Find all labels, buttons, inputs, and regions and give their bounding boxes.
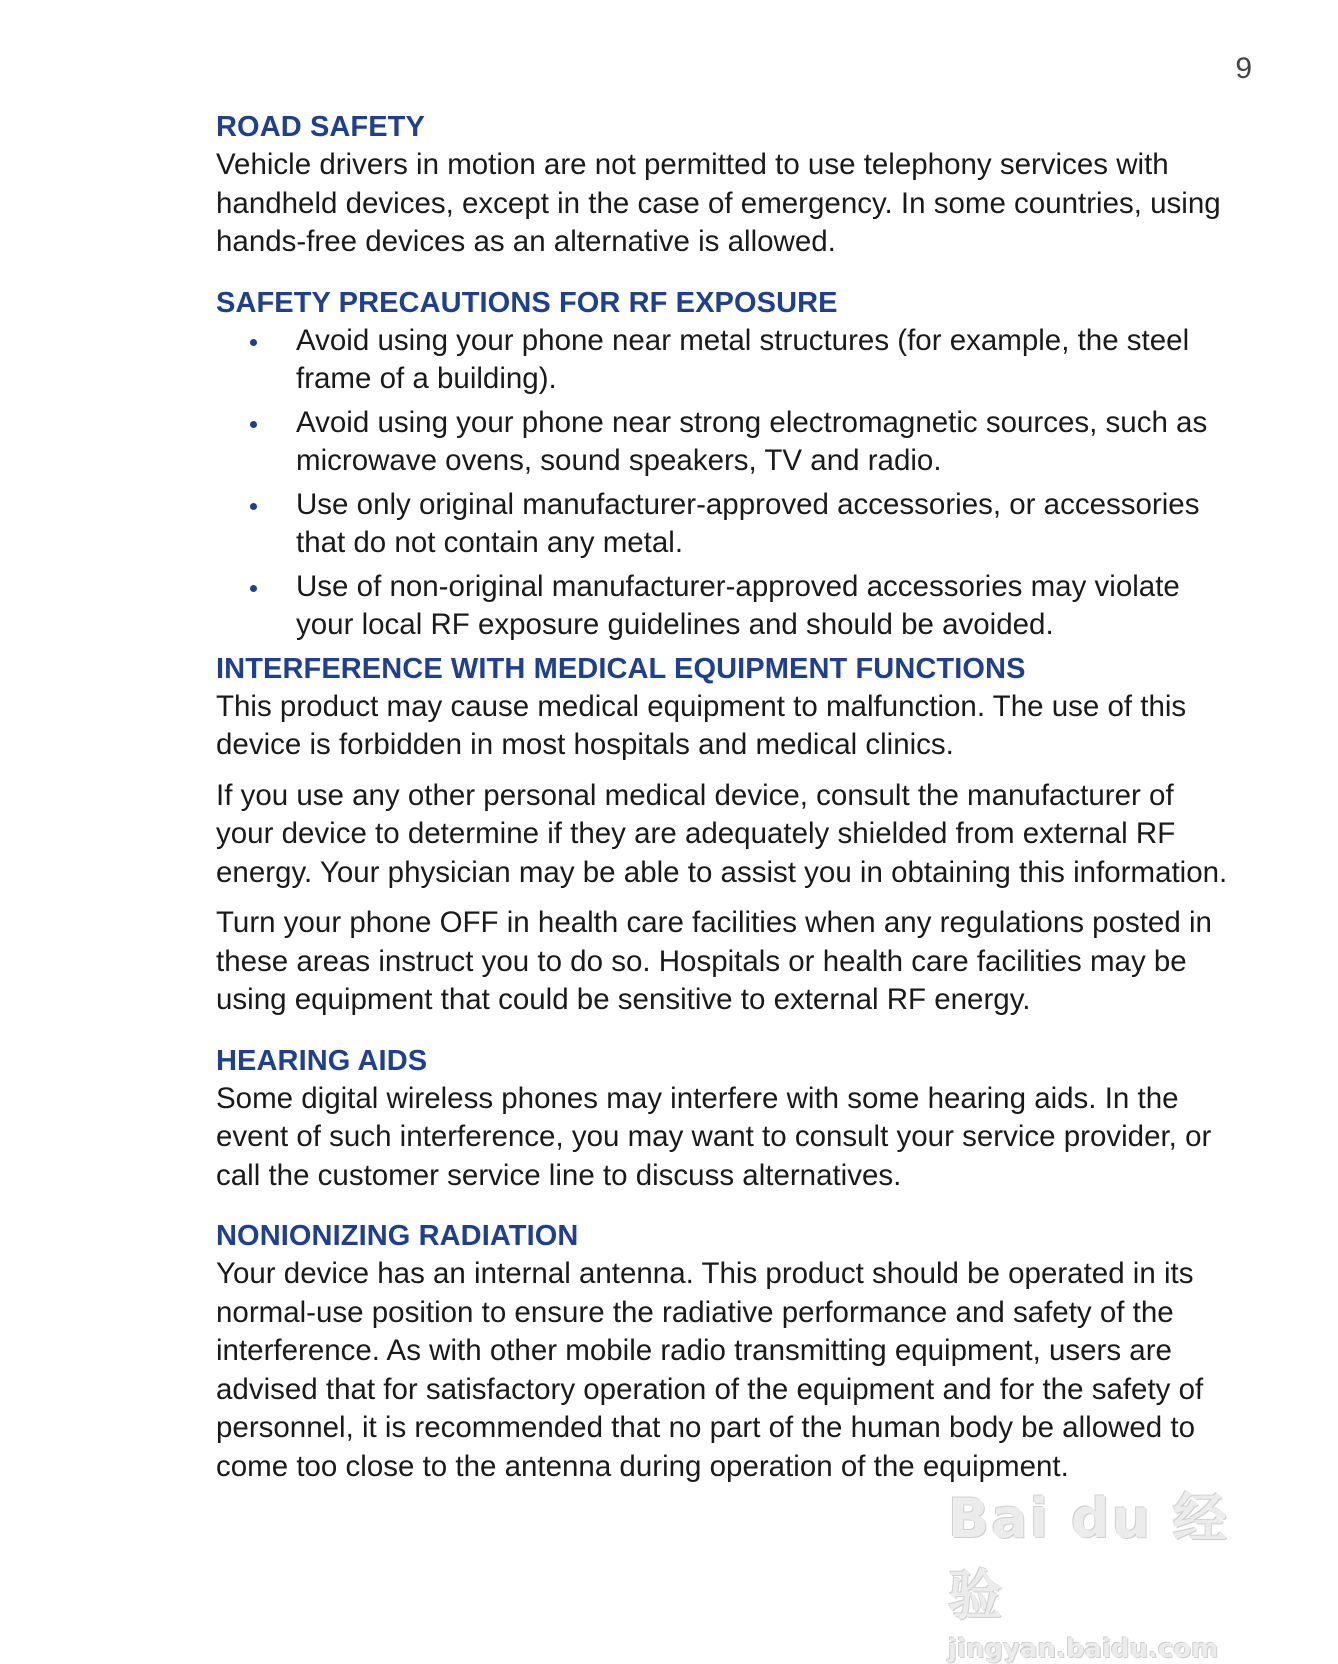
document-body [216,108,1236,1498]
list-item-text: Avoid using your phone near metal structures (for example, the steel frame of a building). [296,323,1190,395]
list-item-text: Avoid using your phone near strong electromagnetic sources, such as microwave ovens, sound speakers, TV and radio. [296,405,1208,477]
paragraph: Your device has an internal antenna. This product should be operated in its normal-use position to ensure the radiative performance and safety of the interference. As with other mobile radio transmitting equipment, users are advised that for satisfactory operation of the equipment and for the safety of personnel, it is recommended that no part of the human body be allowed to come too close to the antenna during operation of the equipment. [216,1257,1204,1483]
list-item [216,404,1236,481]
section-heading: HEARING AIDS [216,1044,428,1077]
paragraph: Turn your phone OFF in health care facilities when any regulations posted in these areas instruct you to do so. Hospitals or health care facilities may be using equipment that could be sensitive to external RF energy. [216,906,1212,1016]
section-rf-exposure [216,284,1236,645]
paragraph: This product may cause medical equipment to malfunction. The use of this device is forbidden in most hospitals and medical clinics. [216,689,1187,761]
section-heading: ROAD SAFETY [216,111,425,143]
bullet-icon [250,585,257,592]
section-heading: NONIONIZING RADIATION [216,1220,579,1252]
bullet-icon [250,421,257,428]
watermark-logo: Bai du 经验 [948,1487,1229,1627]
list-item-text: Use only original manufacturer-approved accessories, or accessories that do not contain any metal. [296,487,1200,559]
section-heading: SAFETY PRECAUTIONS FOR RF EXPOSURE [216,286,838,319]
section-hearing-aids [216,1042,1236,1196]
list-item [216,322,1236,399]
paragraph: Vehicle drivers in motion are not permitted to use telephony services with handheld devices, except in the case of emergency. In some countries, using hands-free devices as an alternative is allowed. [216,148,1221,258]
watermark-url: jingyan.baidu.com [948,1634,1219,1664]
bullet-list [216,322,1236,645]
section-medical-equipment [216,650,1236,1020]
list-item [216,568,1236,645]
page-number: 9 [1235,52,1252,85]
bullet-icon [250,339,257,346]
section-heading: INTERFERENCE WITH MEDICAL EQUIPMENT FUNCTIONS [216,652,1026,685]
paragraph: Some digital wireless phones may interfere with some hearing aids. In the event of such interference, you may want to consult your service provider, or call the customer service line to discuss alternatives. [216,1081,1212,1192]
list-item-text: Use of non-original manufacturer-approved accessories may violate your local RF exposure guidelines and should be avoided. [296,569,1180,641]
section-road-safety [216,108,1236,262]
bullet-icon [250,503,257,510]
list-item [216,486,1236,563]
section-nonionizing-radiation [216,1217,1236,1486]
paragraph: If you use any other personal medical device, consult the manufacturer of your device to determine if they are adequately shielded from external RF energy. Your physician may be able to assist you in obtaining this information. [216,778,1228,889]
